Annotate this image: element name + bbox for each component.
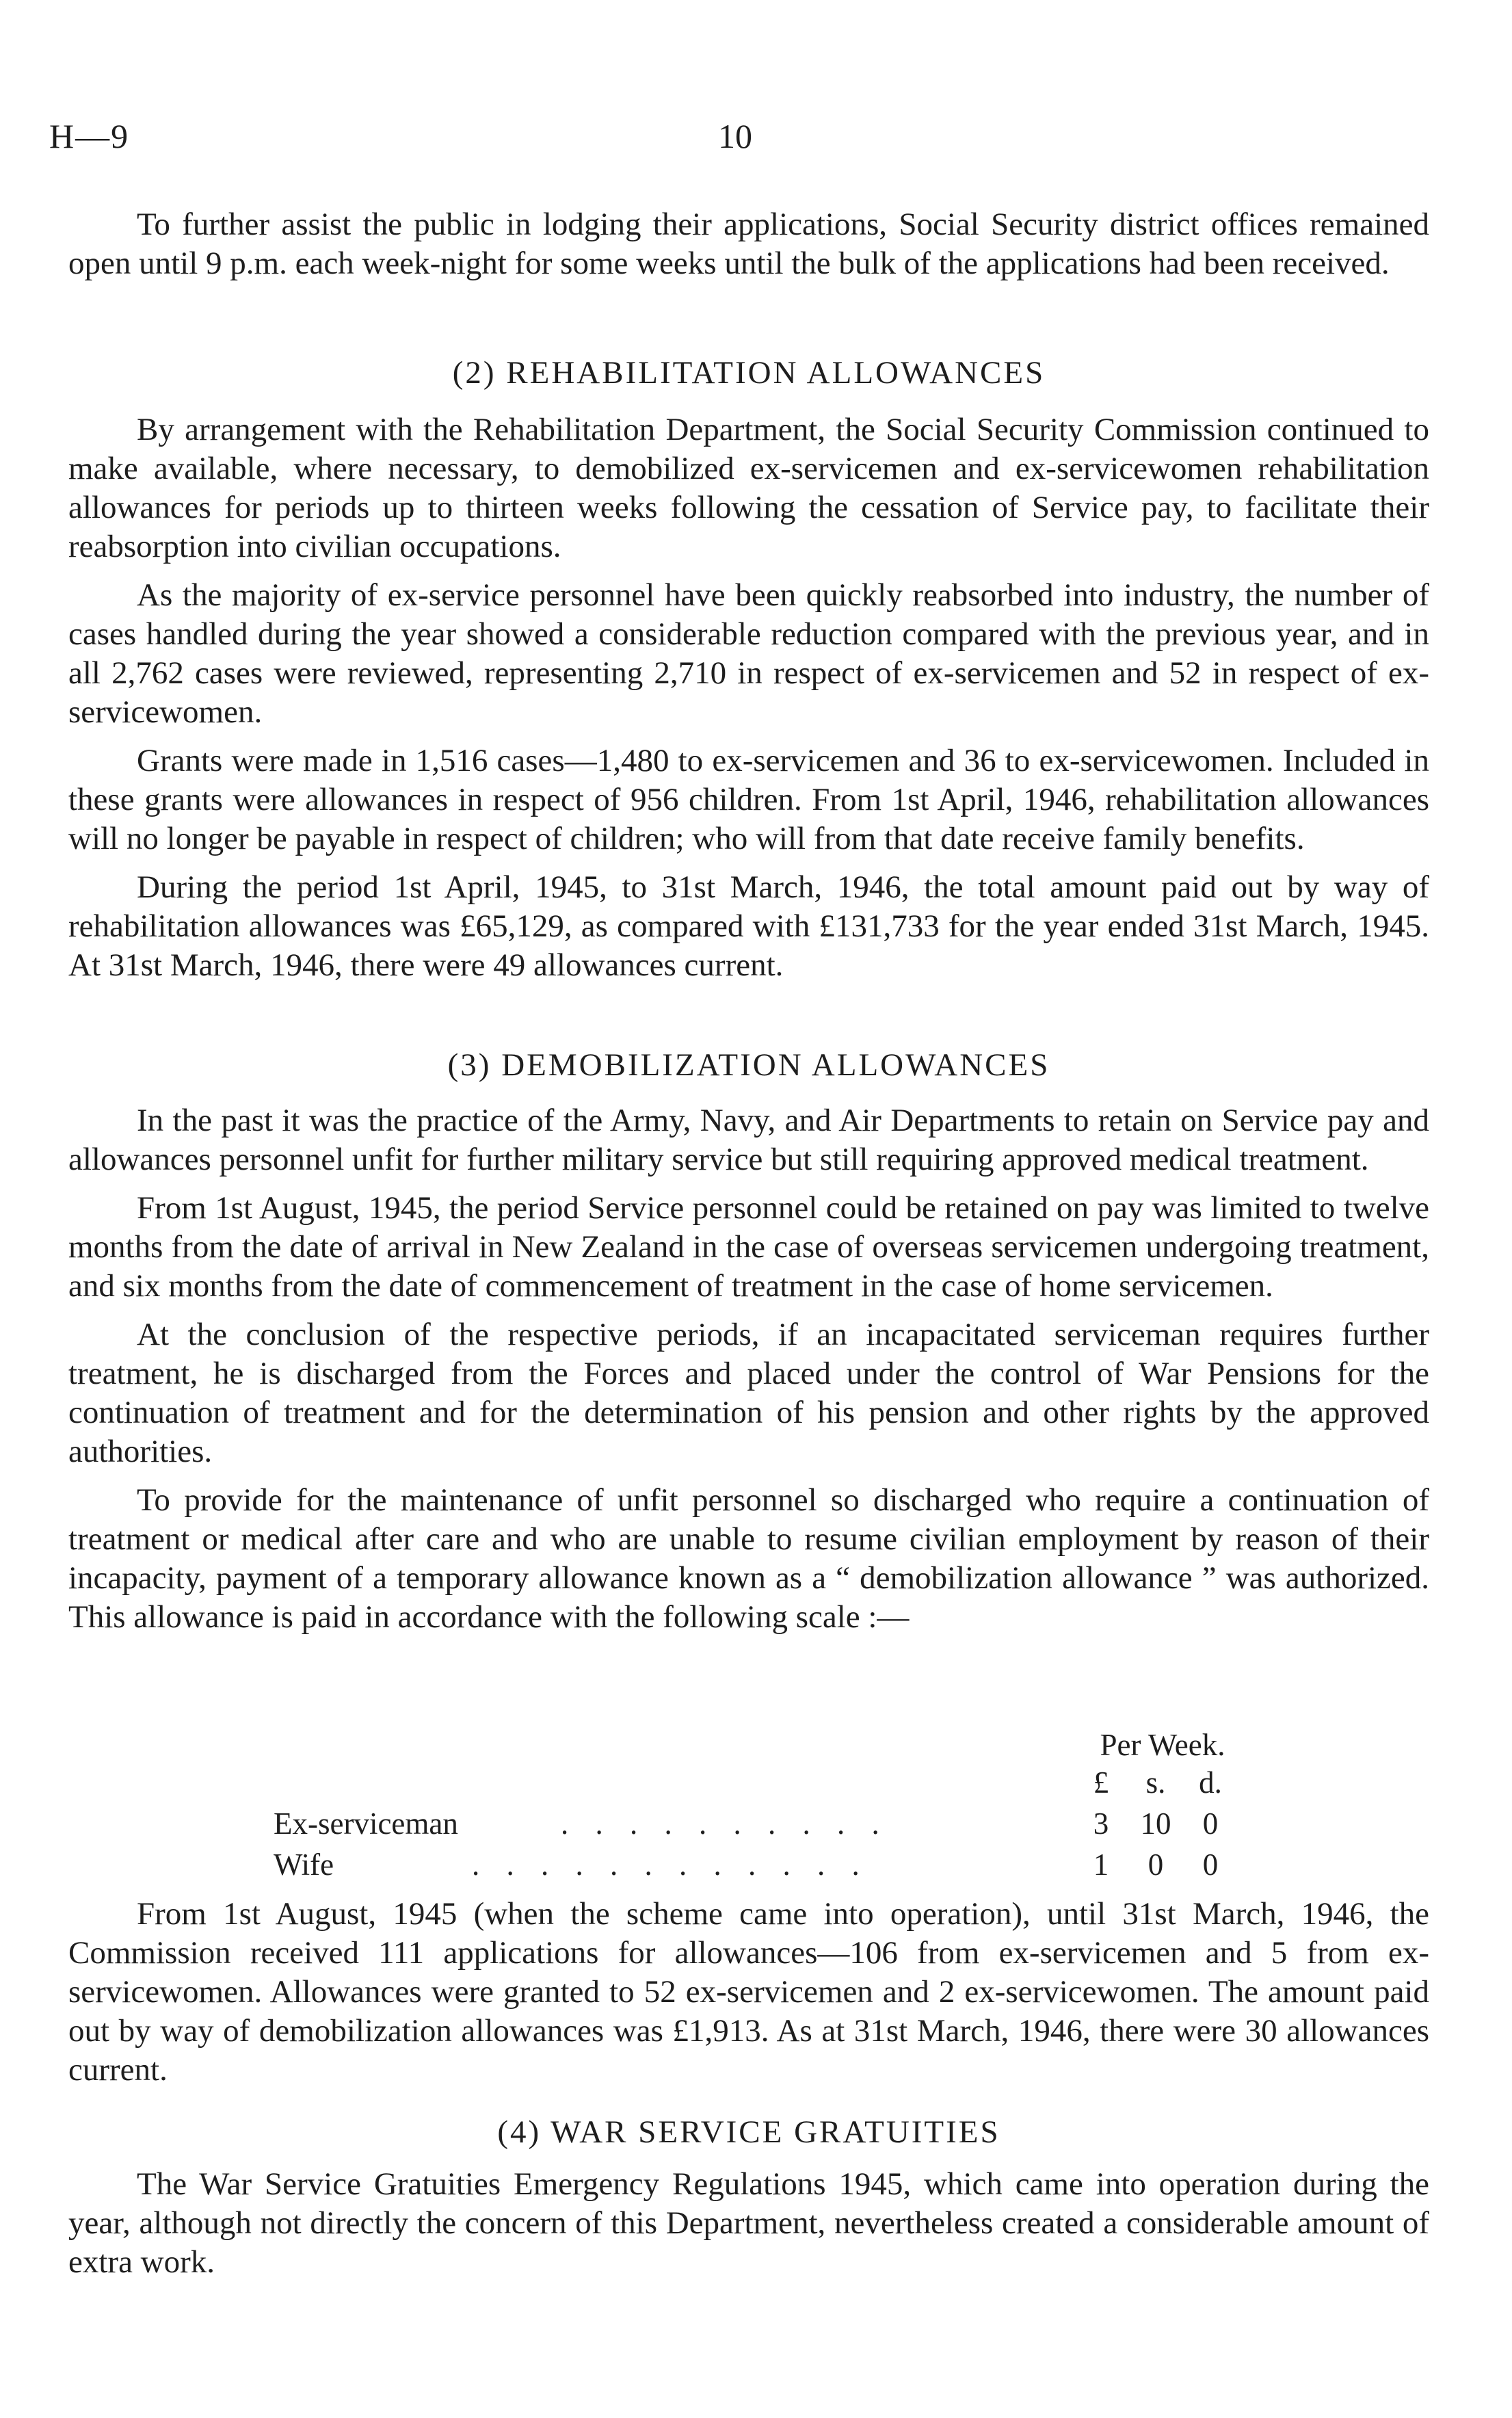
gratuities-section (68, 2165, 1429, 2291)
scale-pounds-value: 1 (1093, 1848, 1109, 1882)
scale-shillings-value: 0 (1148, 1848, 1164, 1882)
page-number: 10 (718, 117, 752, 155)
scale-pence-value: 0 (1202, 1848, 1219, 1882)
dot-leader: . . . . . . . . . . (561, 1806, 889, 1841)
rehabilitation-paragraph: Grants were made in 1,516 cases—1,480 to ex-servicemen and 36 to ex-servicewomen. Included in these grants were allowances in respect of 956 children. From 1st April, 1946, rehabilitation allowances will no longer be payable in respect of children; who will from that date receive family benefits. (68, 743, 1429, 856)
demobilization-paragraph: To provide for the maintenance of unfit personnel so discharged who require a continuation of treatment or medical after care and who are unable to resume civilian employment by reason of their incapacity, payment of a temporary allowance known as a “ demobilization allowance ” was authorized. This allowance is paid in accordance with the following scale :— (68, 1482, 1429, 1635)
rehabilitation-section (68, 410, 1429, 995)
gratuities-heading: (4) WAR SERVICE GRATUITIES (497, 2114, 1000, 2150)
demobilization-paragraph: At the conclusion of the respective periods, if an incapacitated serviceman requires further treatment, he is discharged from the Forces and placed under the control of War Pensions for the continuation of treatment and for the determination of his pension and other rights by the approved authorities. (68, 1317, 1429, 1469)
scale-row-label: Wife (274, 1848, 334, 1882)
rehabilitation-heading: (2) REHABILITATION ALLOWANCES (452, 355, 1046, 391)
intro-paragraph: To further assist the public in lodging their applications, Social Security district offices remained open until 9 p.m. each week-night for some weeks until the bulk of the applications had been received. (68, 207, 1429, 281)
scale-pounds-value: 3 (1093, 1806, 1109, 1841)
demobilization-closing-paragraph: From 1st August, 1945 (when the scheme came into operation), until 31st March, 1946, the Commission received 111 applications for allowances—106 from ex-servicemen and 5 from ex-servicewomen. Allowances were granted to 52 ex-servicemen and 2 ex-servicewomen. The amount paid out by way of demobilization allowances was £1,913. As at 31st March, 1946, there were 30 allowances current. (68, 1896, 1429, 2088)
pounds-column-header: £ (1093, 1765, 1109, 1800)
scale-row-label: Ex-serviceman (274, 1806, 458, 1841)
demobilization-closing-section (68, 1895, 1429, 2099)
scale-shillings-value: 10 (1140, 1806, 1171, 1841)
demobilization-heading: (3) DEMOBILIZATION ALLOWANCES (447, 1047, 1050, 1083)
scale-pence-value: 0 (1202, 1806, 1219, 1841)
document-reference: H—9 (49, 117, 130, 155)
scale-header: Per Week. (1100, 1728, 1225, 1762)
dot-leader: . . . . . . . . . . . . (472, 1848, 869, 1882)
demobilization-paragraph: In the past it was the practice of the Army, Navy, and Air Departments to retain on Service pay and allowances personnel unfit for further military service but still requiring approved medical treatment. (68, 1103, 1429, 1177)
gratuities-heading-wrap (68, 2114, 1429, 2151)
intro-section (68, 205, 1429, 293)
demobilization-paragraph: From 1st August, 1945, the period Service personnel could be retained on pay was limited to twelve months from the date of arrival in New Zealand in the case of overseas servicemen undergoing treatment, and six months from the date of commencement of treatment in the case of home servicemen. (68, 1190, 1429, 1304)
demobilization-heading-wrap (68, 1047, 1429, 1083)
rehabilitation-paragraph: By arrangement with the Rehabilitation Department, the Social Security Commission continued to make available, where necessary, to demobilized ex-servicemen and ex-servicewomen rehabilitation allowances for periods up to thirteen weeks following the cessation of Service pay, to facilitate their reabsorption into civilian occupations. (68, 412, 1429, 564)
demobilization-section (68, 1101, 1429, 1646)
pence-column-header: d. (1199, 1765, 1222, 1800)
rehabilitation-paragraph: During the period 1st April, 1945, to 31st March, 1946, the total amount paid out by way of rehabilitation allowances was £65,129, as compared with £131,733 for the year ended 31st March, 1945. At 31st March, 1946, there were 49 allowances current. (68, 869, 1429, 983)
shillings-column-header: s. (1145, 1765, 1166, 1800)
rehabilitation-heading-wrap (68, 354, 1429, 391)
rehabilitation-paragraph: As the majority of ex-service personnel have been quickly reabsorbed into industry, the number of cases handled during the year showed a considerable reduction compared with the previous year, and in all 2,762 cases were reviewed, representing 2,710 in respect of ex-servicemen and 52 in respect of ex-servicewomen. (68, 577, 1429, 730)
gratuities-paragraph: The War Service Gratuities Emergency Regulations 1945, which came into operation during the year, although not directly the concern of this Department, nevertheless created a considerable amount of extra work. (68, 2166, 1429, 2280)
